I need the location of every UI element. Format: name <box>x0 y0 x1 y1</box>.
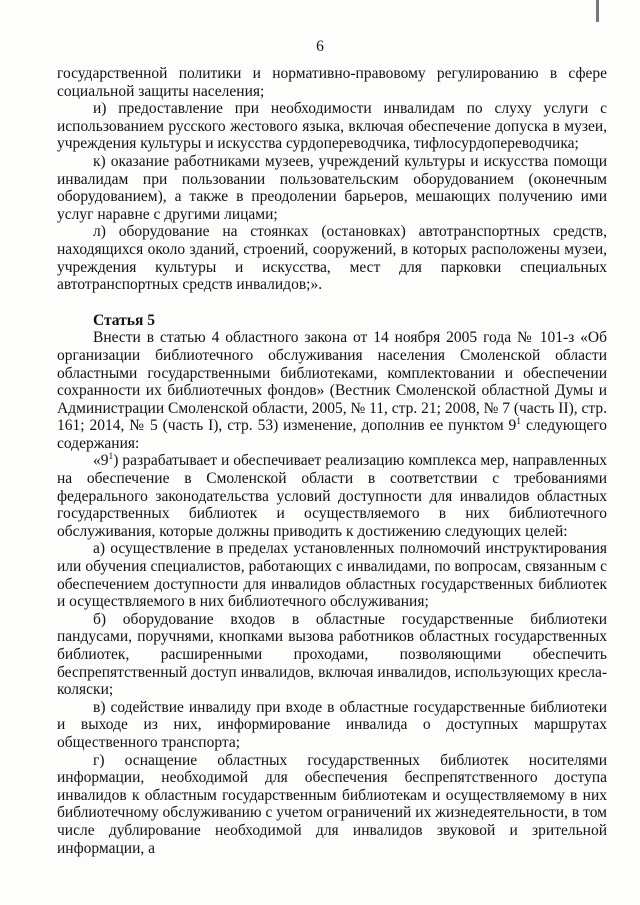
quoted-clause-text: ) разрабатывает и обеспечивает реализацию комплекса мер, направленных на обеспечение в Смоленской области в соответствии с требованиями федерального законодательства условий доступности для инвалидов областных государственных библиотек и осуществляемого в них библиотечного обслуживания, которые должны приводить к достижению следующих целей: <box>57 452 607 540</box>
quoted-clause-superscript: 1 <box>108 452 114 463</box>
quoted-clause-open: «9 <box>93 452 109 470</box>
article-intro-text: Внести в статью 4 областного закона от 14 ноября 2005 года № 101-з «Об организации библиотечного обслуживания населения Смоленской области областными государственными библиотеками, комплектовании и обеспечении сохранности их библиотечных фондов» (Вестник Смоленской областной Думы и Администрации Смоленской области, 2005, № 11, стр. 21; 2008, № 7 (часть II), стр. 161; 2014, № 5 (часть I), стр. 53) изменение, дополнив ее пунктом 9 <box>57 329 608 435</box>
article-heading: Статья 5 <box>93 311 155 329</box>
page-number: 6 <box>316 38 324 55</box>
document-body <box>57 65 607 857</box>
paragraph-item-i: и) предоставление при необходимости инвалидам по слуху услуги с использованием русского жестового языка, включая обеспечение допуска в музеи, учреждения культуры и искусства сурдопереводчика, тифлосурдопереводчика; <box>57 100 607 153</box>
article-intro-superscript: 1 <box>516 417 522 428</box>
paragraph-continuation: государственной политики и нормативно-правовому регулированию в сфере социальной защиты населения; <box>57 65 607 100</box>
quoted-clause <box>57 452 607 540</box>
scan-edge-mark <box>596 0 599 22</box>
list-item-g: г) оснащение областных государственных библиотек носителями информации, необходимой для обеспечения беспрепятственного доступа инвалидов к областным государственным библиотекам и осуществляемому в них библиотечному обслуживанию с учетом ограничений их жизнедеятельности, в том числе дублирование необходимой для инвалидов звуковой и зрительной информации, а <box>57 751 607 857</box>
paragraph-item-k: к) оказание работниками музеев, учреждений культуры и искусства помощи инвалидам при пользовании пользовательским оборудованием (оконечным оборудованием), а также в преодолении барьеров, мешающих получению ими услуг наравне с другими лицами; <box>57 152 607 223</box>
list-item-a: а) осуществление в пределах установленных полномочий инструктирования или обучения специалистов, работающих с инвалидами, по вопросам, связанным с обеспечением доступности для инвалидов областных государственных библиотек и осуществляемого в них библиотечного обслуживания; <box>57 540 607 611</box>
article-intro-tail: следующего содержания: <box>57 417 607 452</box>
list-item-v: в) содействие инвалиду при входе в областные государственные библиотеки и выходе из них, информирование инвалида о доступных маршрутах общественного транспорта; <box>57 698 607 751</box>
article-intro <box>57 329 607 452</box>
list-item-b: б) оборудование входов в областные государственные библиотеки пандусами, поручнями, кнопками вызова работников областных государственных библиотек, расширенными проходами, позволяющими обеспечить беспрепятственный доступ инвалидов, включая инвалидов, использующих кресла-коляски; <box>57 610 607 699</box>
paragraph-item-l: л) оборудование на стоянках (остановках) автотранспортных средств, находящихся около зданий, строений, сооружений, в которых расположены музеи, учреждения культуры и искусства, мест для парковки специальных автотранспортных средств инвалидов;». <box>57 223 607 294</box>
